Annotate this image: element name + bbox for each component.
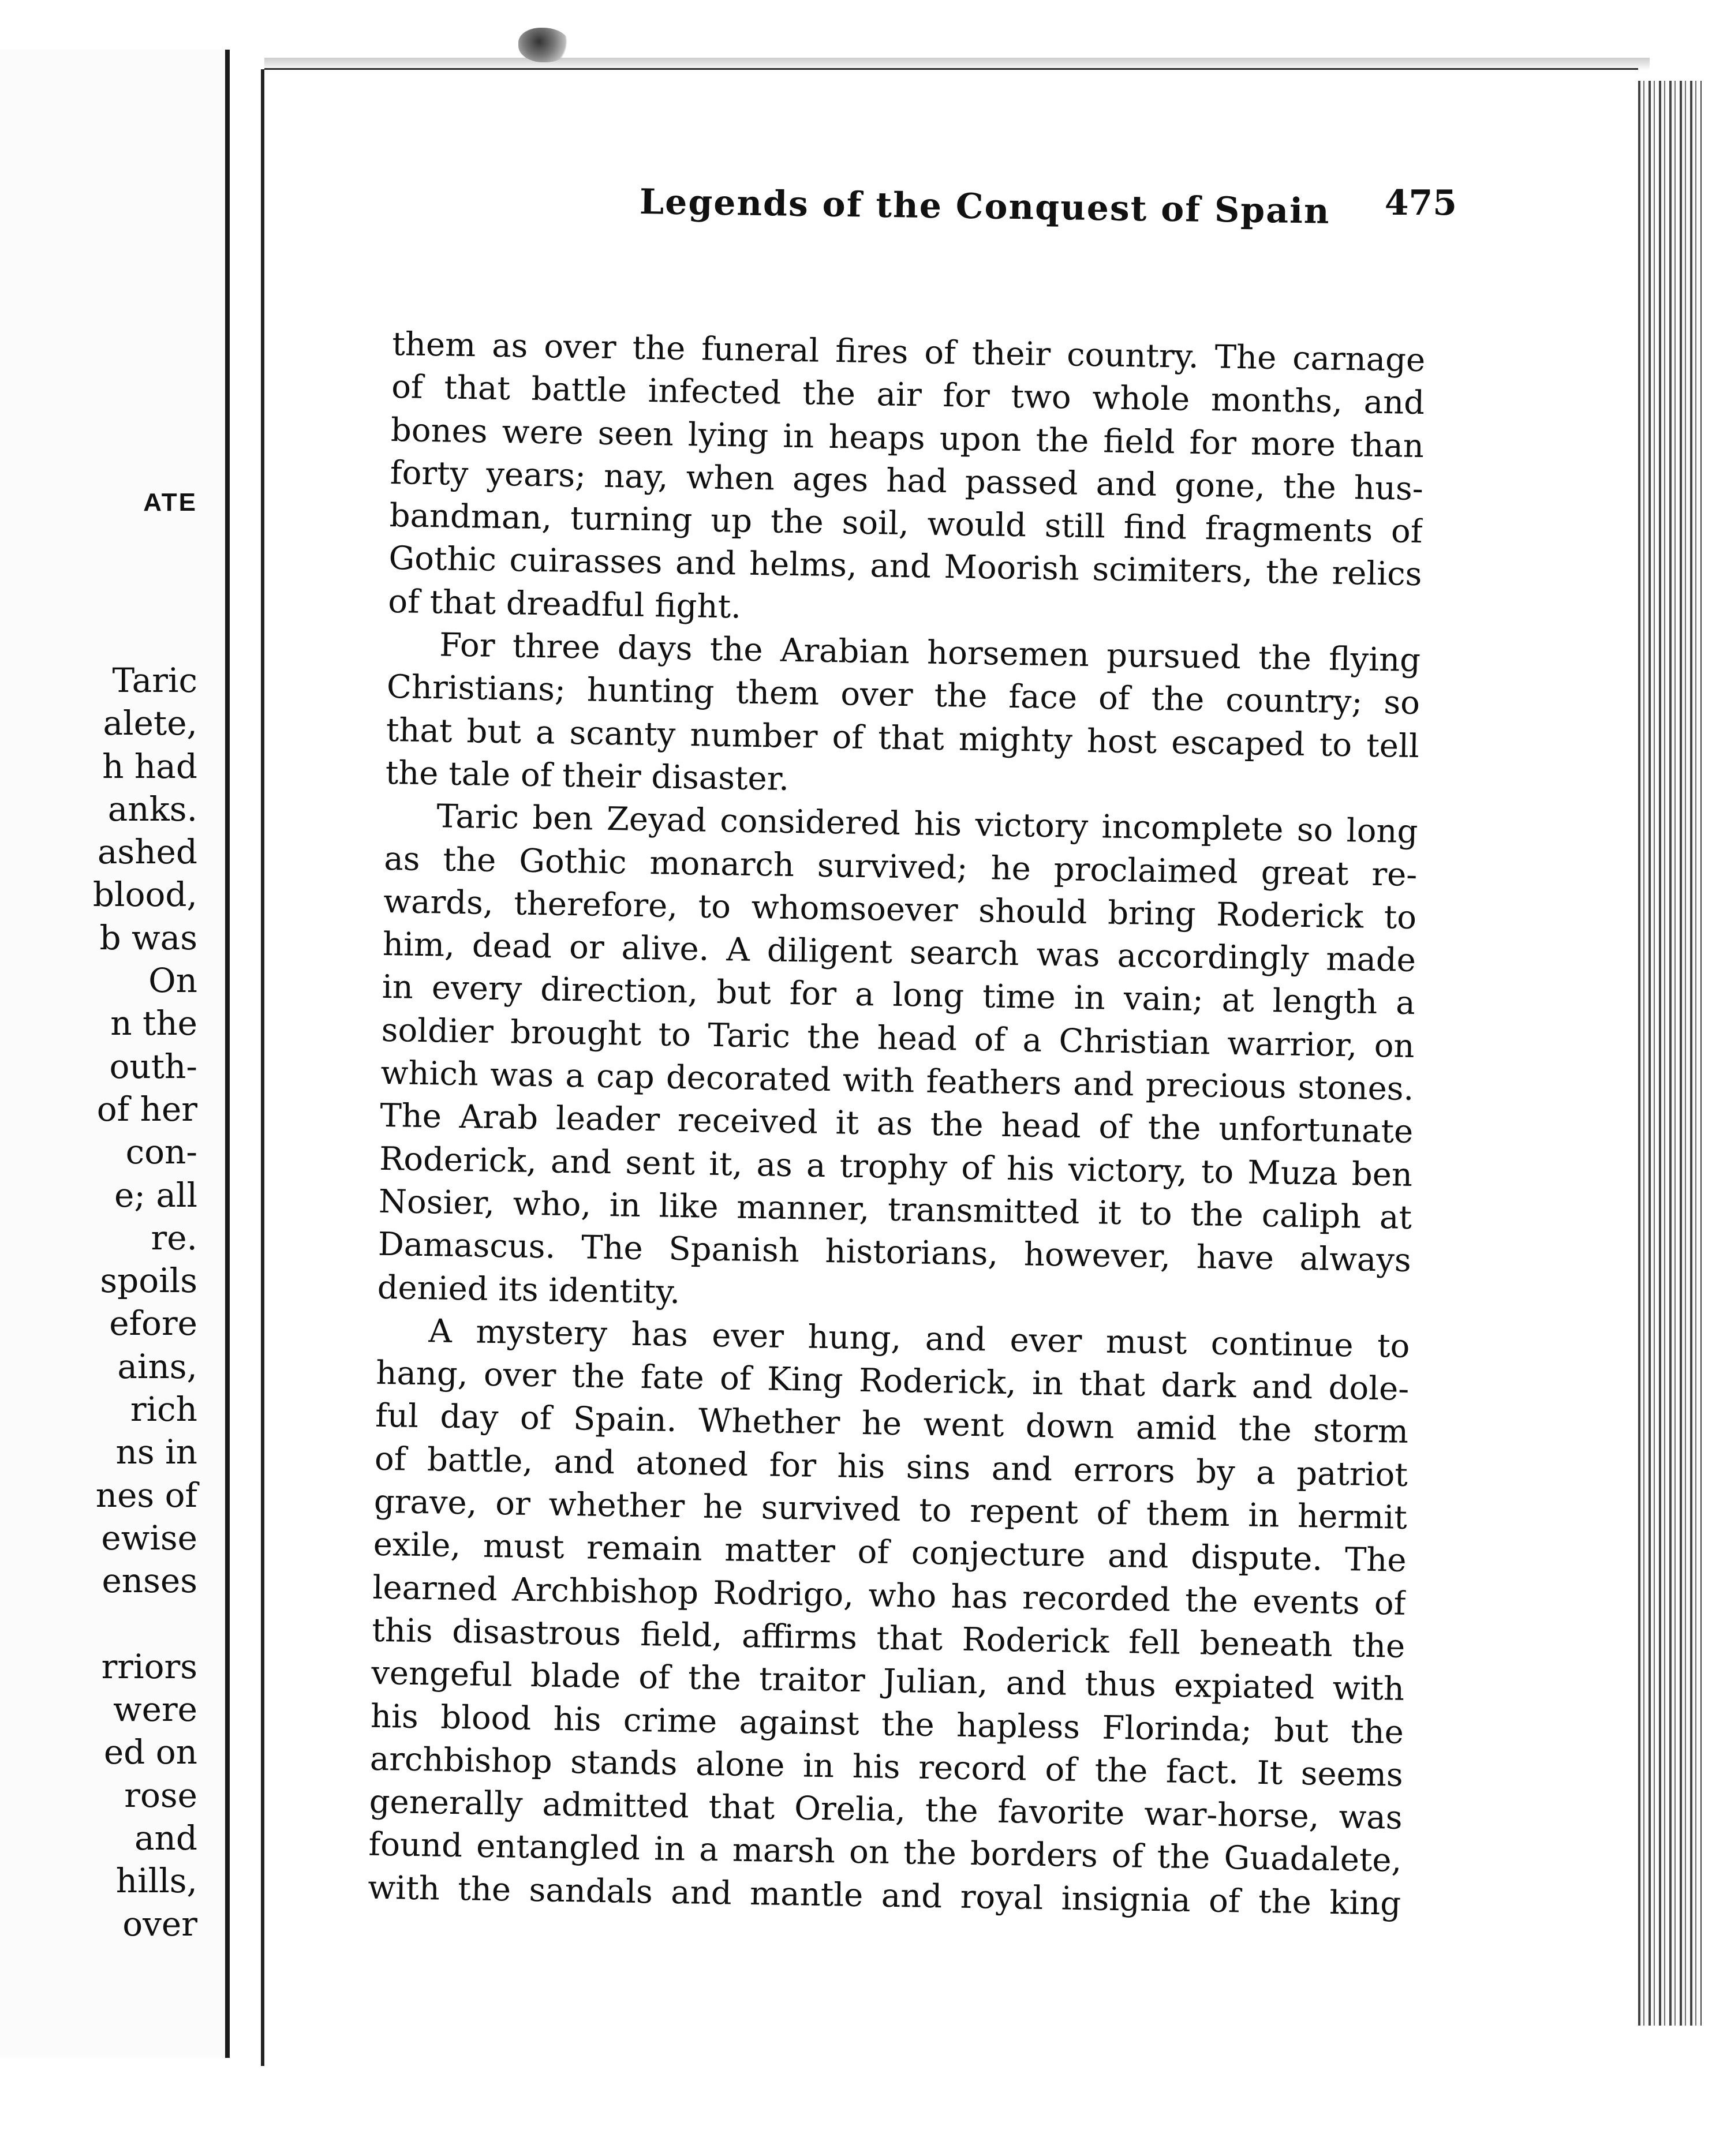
- text-line: ful day of Spain. Whether he went down amid the storm: [375, 1397, 1409, 1451]
- facing-page: [0, 50, 230, 2058]
- facing-page-line: were: [113, 1690, 197, 1730]
- text-line: denied its identity.: [377, 1268, 681, 1311]
- text-line: The Arab leader received it as the head of the unfortunate: [379, 1097, 1414, 1151]
- facing-page-line: con-: [125, 1132, 197, 1172]
- text-line: Damascus. The Spanish historians, however, have always: [377, 1226, 1412, 1280]
- facing-page-line: On: [148, 961, 197, 1001]
- text-line: learned Archbishop Rodrigo, who has recorded the events of: [372, 1569, 1406, 1623]
- facing-page-line: n the: [110, 1004, 197, 1043]
- text-line: them as over the funeral fires of their country. The carnage: [391, 325, 1426, 380]
- facing-page-line: ns in: [115, 1432, 197, 1472]
- text-line: his blood his crime against the hapless Florinda; but the: [370, 1697, 1404, 1751]
- text-line: which was a cap decorated with feathers and precious stones.: [380, 1054, 1414, 1108]
- text-line: grave, or whether he survived to repent of them in hermit: [373, 1483, 1408, 1537]
- facing-page-line: efore: [109, 1304, 197, 1343]
- facing-page-line: ashed: [97, 832, 197, 872]
- facing-page-line: hills,: [115, 1861, 197, 1901]
- running-title: Legends of the Conquest of Spain: [639, 182, 1331, 232]
- facing-page-line: outh-: [109, 1046, 197, 1086]
- facing-page-line: rose: [124, 1775, 197, 1815]
- text-line: forty years; nay, when ages had passed and gone, the hus-: [390, 454, 1424, 508]
- text-line: this disastrous field, affirms that Roderick fell beneath the: [371, 1611, 1405, 1665]
- ink-smudge: [518, 28, 570, 62]
- facing-page-line: rich: [130, 1390, 197, 1429]
- text-line: the tale of their disaster.: [385, 754, 790, 798]
- text-line: For three days the Arabian horsemen pursued the flying: [439, 626, 1421, 680]
- text-line: that but a scanty number of that mighty host escaped to tell: [386, 711, 1420, 765]
- facing-page-line: and: [134, 1818, 197, 1858]
- text-line: Christians; hunting them over the face of the country; so: [386, 668, 1421, 723]
- facing-page-line: e; all: [114, 1175, 197, 1215]
- text-line: found entangled in a marsh on the borders of the Guadalete,: [368, 1826, 1402, 1880]
- facing-page-line: anks.: [107, 789, 197, 829]
- text-line: of that dreadful fight.: [387, 582, 742, 626]
- text-line: him, dead or alive. A diligent search was accordingly made: [382, 926, 1416, 980]
- running-head: [358, 182, 1455, 245]
- text-line: generally admitted that Orelia, the favorite war-horse, was: [369, 1783, 1403, 1837]
- text-line: with the sandals and mantle and royal insignia of the king: [367, 1869, 1401, 1923]
- facing-page-line: spoils: [100, 1261, 197, 1301]
- facing-page-line: blood,: [92, 875, 197, 915]
- text-line: as the Gothic monarch survived; he proclaimed great re-: [383, 840, 1418, 894]
- text-line: bandman, turning up the soil, would still find fragments of: [389, 497, 1423, 551]
- text-line: in every direction, but for a long time in vain; at length a: [382, 968, 1416, 1023]
- facing-page-line: enses: [102, 1561, 197, 1601]
- facing-page-line: Taric: [112, 661, 197, 700]
- facing-page-line: h had: [102, 746, 197, 786]
- facing-page-heading-fragment: ATE: [143, 488, 197, 516]
- facing-page-line: b was: [99, 918, 197, 957]
- text-line: wards, therefore, to whomsoever should bring Roderick to: [383, 882, 1417, 937]
- facing-page-line: alete,: [103, 703, 197, 743]
- facing-page-line: ed on: [103, 1732, 197, 1772]
- text-line: hang, over the fate of King Roderick, in that dark and dole-: [375, 1354, 1410, 1409]
- facing-page-line: [93, 1603, 197, 1645]
- text-line: archbishop stands alone in his record of the fact. It seems: [369, 1740, 1404, 1794]
- facing-page-line: of her: [96, 1089, 197, 1129]
- text-line: exile, must remain matter of conjecture and dispute. The: [373, 1526, 1407, 1580]
- text-line: Roderick, and sent it, as a trophy of his victory, to Muza ben: [379, 1140, 1413, 1194]
- facing-page-line: ewise: [101, 1518, 197, 1558]
- facing-page-line: ains,: [117, 1346, 197, 1386]
- text-line: Gothic cuirasses and helms, and Moorish scimiters, the relics: [388, 540, 1422, 594]
- facing-page-text: [93, 659, 197, 1945]
- text-line: Taric ben Zeyad considered his victory incomplete so long: [436, 798, 1418, 851]
- facing-page-line: over: [122, 1904, 197, 1944]
- facing-page-line: rriors: [101, 1646, 197, 1686]
- text-line: A mystery has ever hung, and ever must continue to: [428, 1312, 1410, 1365]
- facing-page-line: nes of: [95, 1475, 197, 1515]
- text-line: bones were seen lying in heaps upon the field for more than: [390, 411, 1425, 465]
- text-line: of that battle infected the air for two whole months, and: [391, 368, 1425, 422]
- facing-page-line: re.: [151, 1218, 197, 1257]
- page-edges: [1638, 81, 1702, 2026]
- text-line: soldier brought to Taric the head of a Christian warrior, on: [381, 1011, 1415, 1065]
- page-number: 475: [1384, 183, 1457, 223]
- body-text: [368, 323, 1426, 1926]
- text-line: vengeful blade of the traitor Julian, and thus expiated with: [371, 1654, 1405, 1709]
- text-line: Nosier, who, in like manner, transmitted it to the caliph at: [378, 1182, 1412, 1237]
- text-line: of battle, and atoned for his sins and errors by a patriot: [374, 1440, 1408, 1494]
